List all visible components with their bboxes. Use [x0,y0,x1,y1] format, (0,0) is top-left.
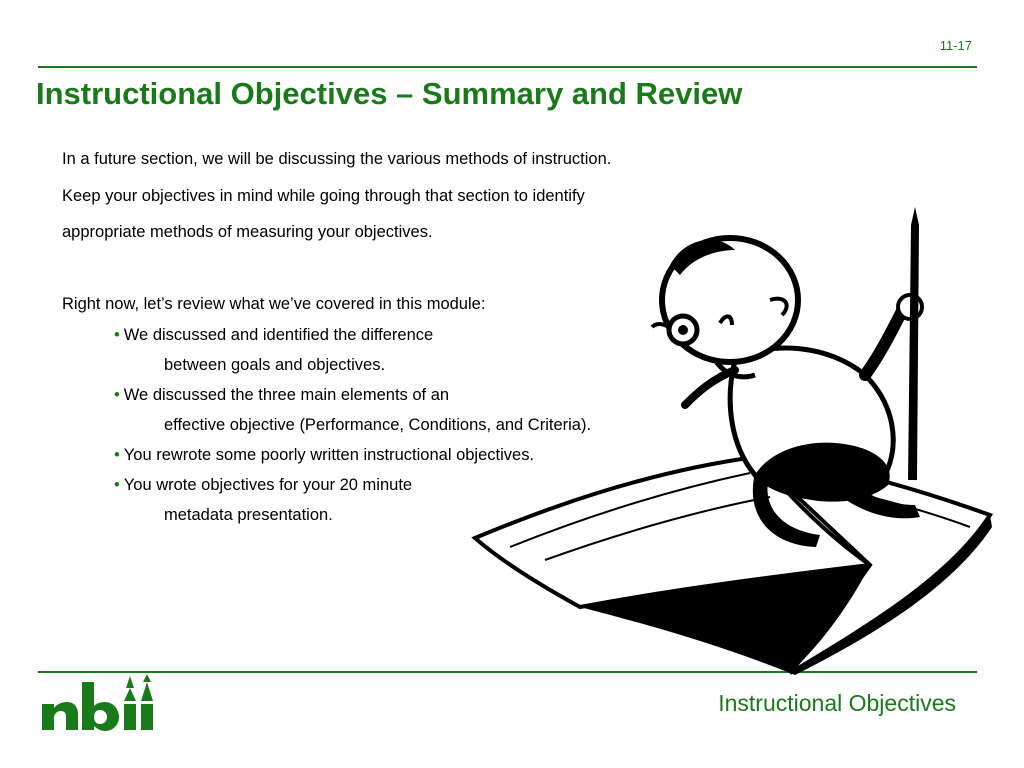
bullet-item [114,386,449,405]
bullet-item [114,326,433,345]
bullet-dot: • [114,326,120,344]
bullet-text: You rewrote some poorly written instructional objectives. [123,446,535,464]
bullet-dot: • [114,446,120,464]
bullet-text: You wrote objectives for your 20 minute [123,476,413,494]
slide-title: Instructional Objectives – Summary and Review [36,76,743,111]
bullet-dot: • [114,476,120,494]
bullet-continuation: between goals and objectives. [164,356,386,374]
bullet-continuation: effective objective (Performance, Conditions, and Criteria). [164,416,592,434]
review-lead: Right now, let’s review what we’ve covered in this module: [62,295,486,313]
bullet-item [114,446,534,465]
bullet-item [114,476,412,495]
bullet-text: We discussed the three main elements of an [123,386,450,404]
book-writer-illustration-icon [470,205,995,675]
intro-line: Keep your objectives in mind while going through that section to identify [62,187,585,205]
intro-line: appropriate methods of measuring your objectives. [62,223,433,241]
slide-number: 11-17 [939,38,972,53]
bullet-dot: • [114,386,120,404]
intro-line: In a future section, we will be discussing the various methods of instruction. [62,150,612,168]
bullet-continuation: metadata presentation. [164,506,333,524]
nbii-logo-icon [40,674,162,734]
bullet-text: We discussed and identified the difference [123,326,434,344]
header-divider [38,66,977,68]
footer-title: Instructional Objectives [718,690,956,716]
